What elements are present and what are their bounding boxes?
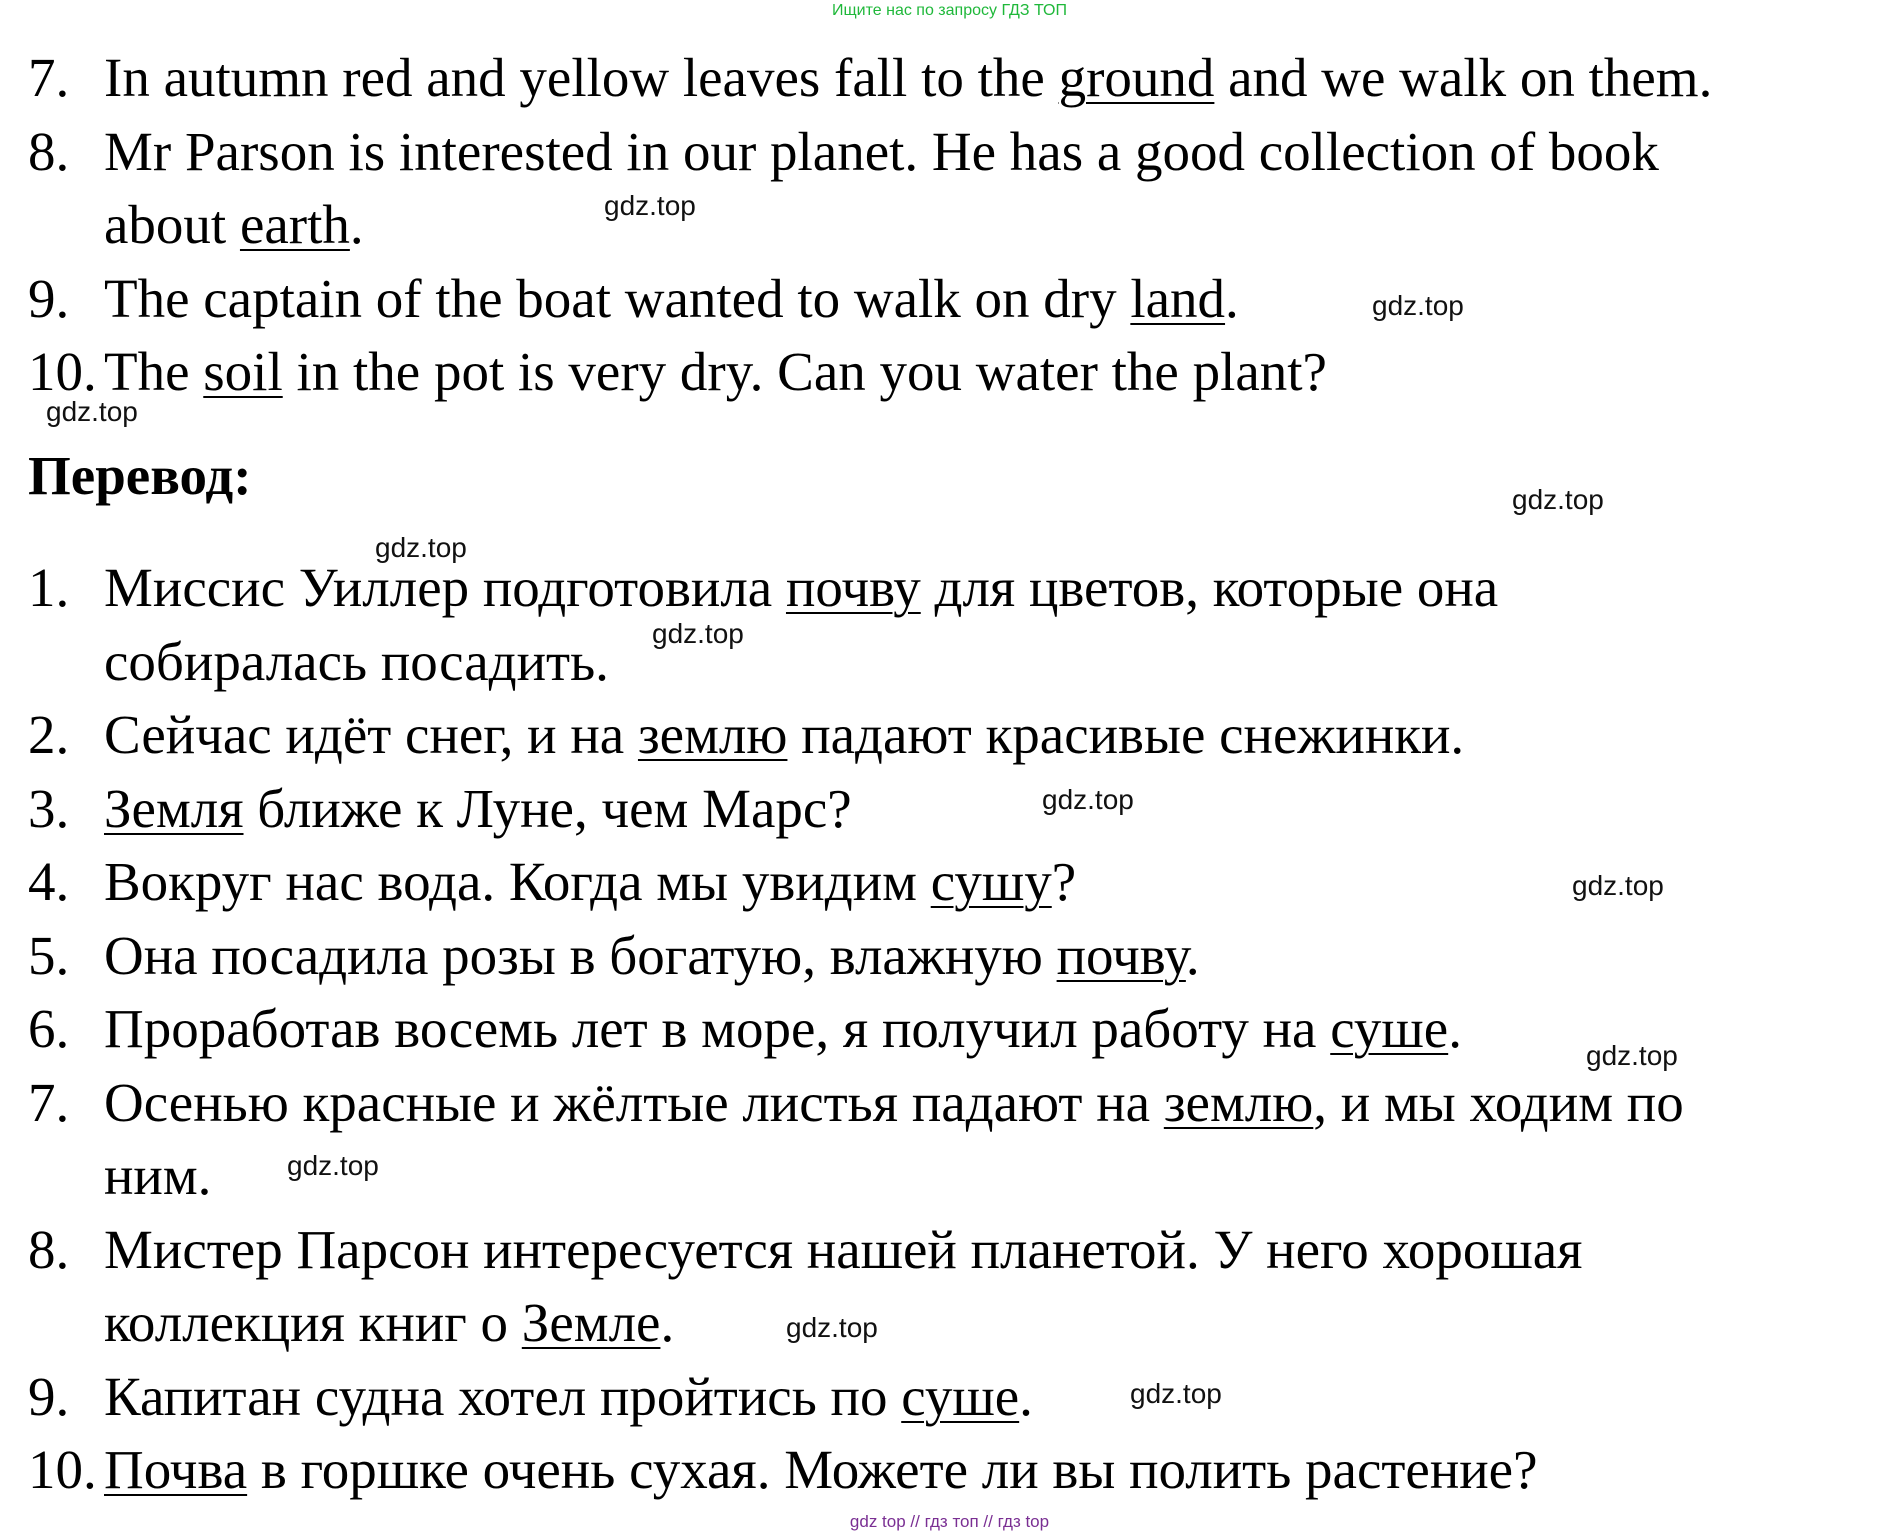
item-number: 8. [28, 1218, 70, 1280]
sentence-fragment: . [1448, 998, 1462, 1059]
footer-watermark: gdz top // гдз топ // гдз top [849, 1512, 1050, 1531]
underlined-word: землю [1163, 1071, 1314, 1133]
sentence-fragment: ним. [104, 1145, 212, 1206]
underlined-word: ground [1058, 47, 1215, 108]
sentence-fragment: . [1185, 924, 1200, 986]
watermark: gdz.top [375, 532, 467, 563]
sentence-fragment: in the pot is very dry. Can you water the plant? [282, 341, 1327, 402]
sentence-fragment: . [1225, 267, 1239, 329]
sentence-fragment: Вокруг нас вода. Когда мы увидим [104, 851, 931, 912]
underlined-word: land [1130, 267, 1226, 329]
sentence-text [104, 1365, 1033, 1429]
item-number: 1. [28, 557, 70, 618]
sentence-fragment: ? [1051, 851, 1077, 912]
item-number: 5. [28, 924, 70, 986]
sentence-fragment: Она посадила розы в богатую, влажную [104, 924, 1057, 986]
sentence-text [104, 1291, 674, 1355]
item-number: 9. [28, 1365, 70, 1427]
sentence-text [104, 340, 1327, 404]
sentence-text [104, 1218, 1582, 1282]
sentence-text [104, 703, 1464, 767]
watermark: gdz.top [1586, 1040, 1678, 1071]
sentence-text [104, 193, 364, 257]
sentence-fragment: The captain of the boat wanted to walk on dry [104, 267, 1131, 329]
sentence-text [104, 777, 852, 841]
watermark: gdz.top [1572, 870, 1664, 901]
sentence-fragment: для цветов, которые она [920, 557, 1499, 618]
sentence-fragment: ближе к Луне, чем Марс? [243, 777, 852, 839]
underlined-word: earth [239, 194, 350, 255]
item-number: 2. [28, 704, 70, 765]
sentence-text [104, 556, 1498, 620]
translation-heading: Перевод: [28, 445, 252, 506]
sentence-fragment: коллекция книг о [104, 1292, 522, 1353]
item-number: 10. [28, 1439, 97, 1500]
watermark: gdz.top [604, 190, 696, 221]
watermark: gdz.top [1042, 784, 1134, 815]
underlined-word: Земля [104, 777, 244, 839]
sentence-fragment: . [660, 1292, 675, 1353]
underlined-word: Почва [104, 1439, 248, 1500]
underlined-word: почву [1056, 924, 1186, 986]
watermark: gdz.top [652, 618, 744, 649]
item-number: 7. [28, 1071, 70, 1133]
watermark: gdz.top [287, 1150, 379, 1181]
sentence-text [104, 1071, 1684, 1135]
sentence-fragment: Mr Parson is interested in our planet. He has a good collection of book [104, 120, 1659, 182]
item-number: 4. [28, 851, 70, 912]
sentence-fragment: Сейчас идёт снег, и на [104, 704, 638, 765]
sentence-fragment: Капитан судна хотел пройтись по [104, 1365, 902, 1427]
watermark: gdz.top [1130, 1378, 1222, 1409]
underlined-word: сушу [930, 851, 1052, 912]
sentence-fragment: падают красивые снежинки. [787, 704, 1465, 765]
item-number: 7. [28, 47, 70, 108]
sentence-fragment: Осенью красные и жёлтые листья падают на [104, 1071, 1164, 1133]
sentence-text [104, 630, 609, 694]
watermark: gdz.top [786, 1312, 878, 1343]
sentence-text [104, 267, 1239, 331]
sentence-fragment: . [1019, 1365, 1033, 1427]
underlined-word: суше [901, 1365, 1020, 1427]
watermark: gdz.top [46, 396, 138, 427]
sentence-text [104, 924, 1200, 988]
item-number: 3. [28, 777, 70, 839]
sentence-fragment: Проработав восемь лет в море, я получил работу на [104, 998, 1331, 1059]
sentence-fragment: In autumn red and yellow leaves fall to the [104, 47, 1059, 108]
item-number: 9. [28, 267, 70, 329]
item-number: 6. [28, 998, 70, 1059]
watermark: gdz.top [1512, 484, 1604, 515]
sentence-text [104, 850, 1076, 914]
sentence-fragment: , и мы ходим по [1313, 1071, 1684, 1133]
underlined-word: Земле [521, 1292, 661, 1353]
sentence-text [104, 1144, 211, 1208]
sentence-text [104, 46, 1712, 110]
sentence-fragment: and we walk on them. [1214, 47, 1713, 108]
sentence-text [104, 997, 1462, 1061]
item-number: 10. [28, 341, 97, 402]
underlined-word: soil [203, 341, 283, 402]
top-search-note: Ищите нас по запросу ГДЗ ТОП [832, 2, 1067, 19]
watermark: gdz.top [1372, 290, 1464, 321]
item-number: 8. [28, 120, 70, 182]
sentence-text [104, 1438, 1538, 1502]
underlined-word: почву [785, 557, 921, 618]
underlined-word: суше [1330, 998, 1449, 1059]
sentence-fragment: в горшке очень сухая. Можете ли вы полить растение? [247, 1439, 1538, 1500]
sentence-fragment: . [349, 194, 364, 255]
sentence-fragment: собиралась посадить. [104, 630, 609, 692]
sentence-fragment: about [104, 194, 240, 255]
sentence-fragment: The [104, 341, 204, 402]
sentence-text [104, 120, 1659, 184]
sentence-fragment: Мистер Парсон интересуется нашей планетой. У него хорошая [104, 1218, 1583, 1280]
underlined-word: землю [637, 704, 788, 765]
sentence-fragment: Миссис Уиллер подготовила [104, 557, 786, 618]
